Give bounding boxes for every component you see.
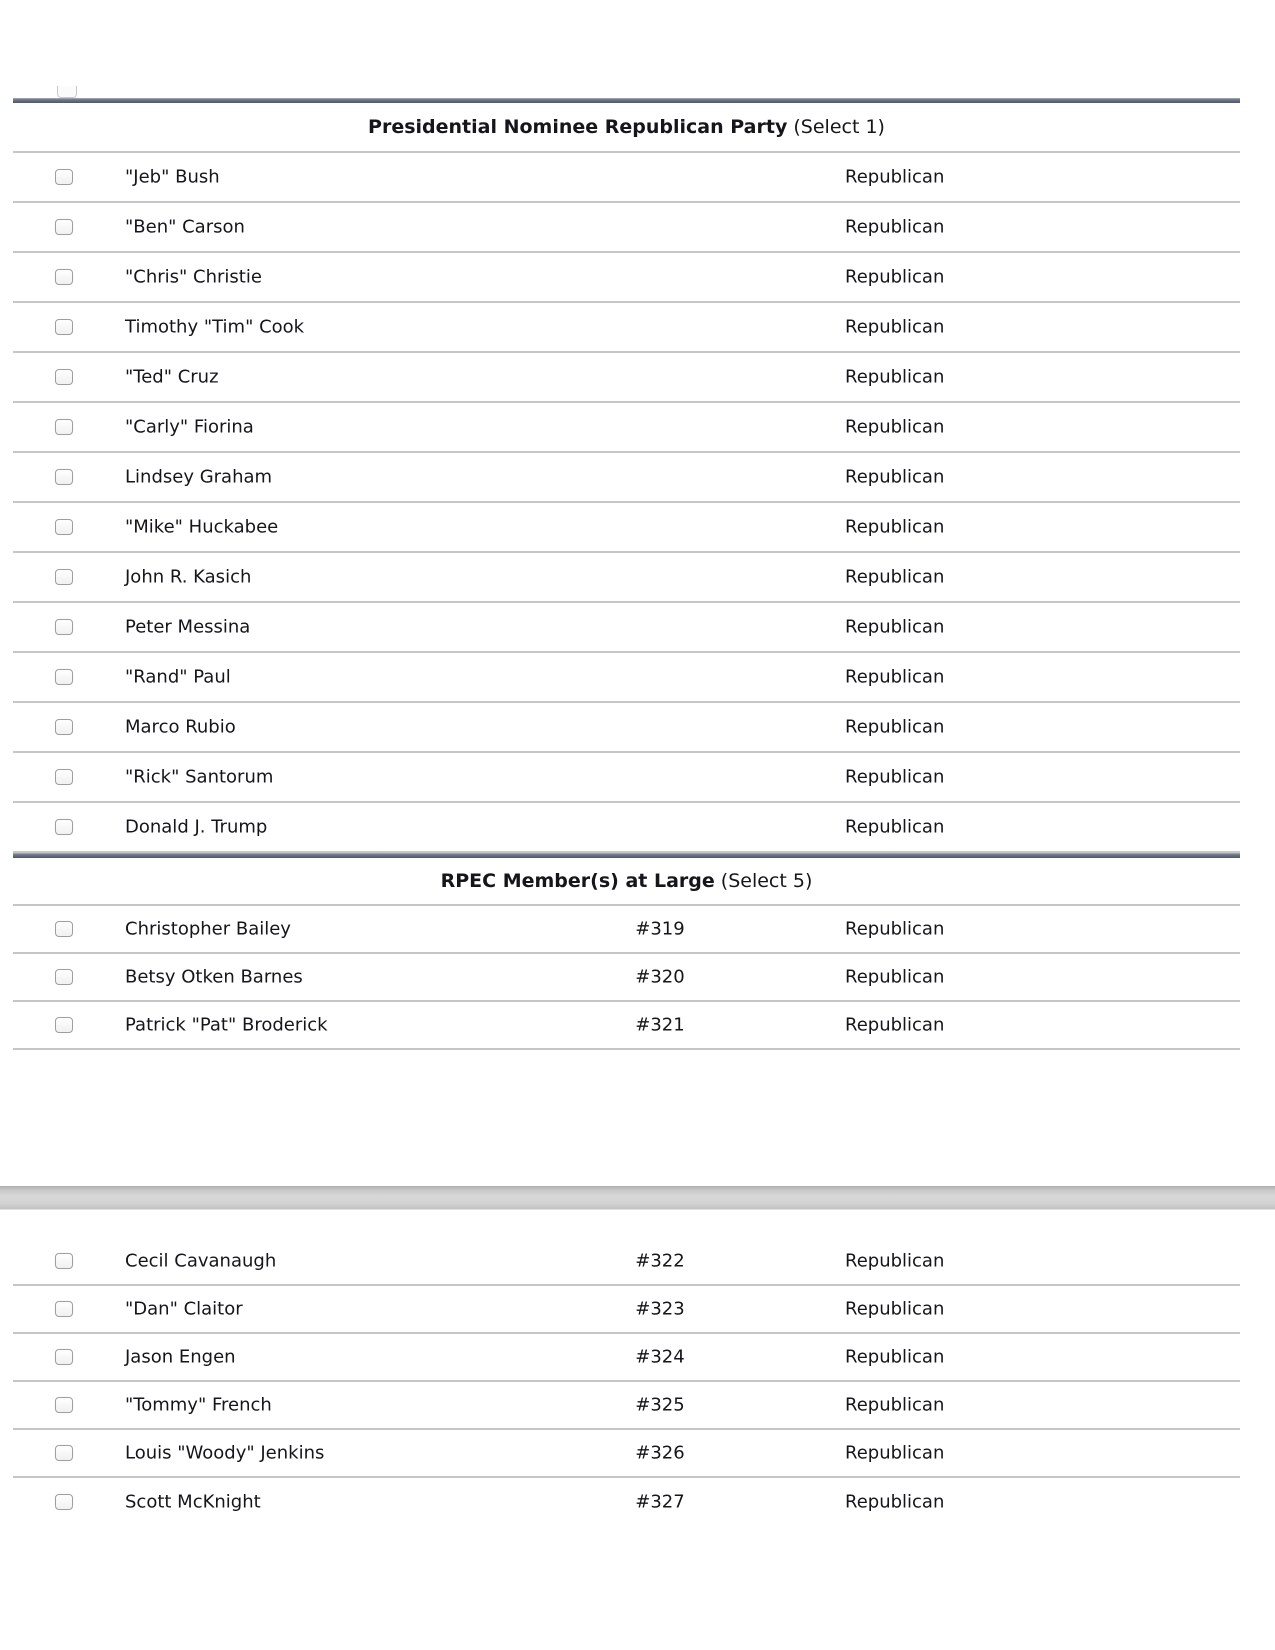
candidate-row — [13, 653, 1240, 703]
candidate-party: Republican — [845, 166, 945, 188]
candidate-row — [13, 1238, 1240, 1286]
candidate-name: Betsy Otken Barnes — [125, 966, 303, 988]
candidate-name: "Chris" Christie — [125, 266, 262, 288]
candidate-party: Republican — [845, 316, 945, 338]
candidate-name: Lindsey Graham — [125, 466, 273, 488]
candidate-checkbox[interactable] — [55, 921, 73, 937]
candidate-row — [13, 603, 1240, 653]
candidate-name: "Rand" Paul — [125, 666, 231, 688]
candidate-checkbox[interactable] — [55, 369, 73, 385]
candidate-name: "Rick" Santorum — [125, 766, 274, 788]
candidate-party: Republican — [845, 966, 945, 988]
candidate-name: Donald J. Trump — [125, 816, 268, 838]
frame-divider-bar — [0, 1186, 1275, 1210]
partial-checkbox[interactable] — [57, 86, 77, 98]
candidate-name: Peter Messina — [125, 616, 251, 638]
candidate-row — [13, 1430, 1240, 1478]
candidate-checkbox[interactable] — [55, 1253, 73, 1269]
candidate-number: #322 — [635, 1250, 685, 1272]
candidate-checkbox[interactable] — [55, 819, 73, 835]
candidate-checkbox[interactable] — [55, 219, 73, 235]
candidate-number: #326 — [635, 1442, 685, 1464]
candidate-party: Republican — [845, 1014, 945, 1036]
candidate-party: Republican — [845, 666, 945, 688]
candidate-number: #325 — [635, 1394, 685, 1416]
section-header-rpec — [13, 858, 1240, 906]
candidate-name: Jason Engen — [125, 1346, 236, 1368]
candidate-row — [13, 1002, 1240, 1050]
candidate-checkbox[interactable] — [55, 319, 73, 335]
candidate-party: Republican — [845, 918, 945, 940]
candidate-number: #321 — [635, 1014, 685, 1036]
candidate-row — [13, 906, 1240, 954]
candidate-checkbox[interactable] — [55, 469, 73, 485]
candidate-name: "Tommy" French — [125, 1394, 272, 1416]
section-header-presidential — [13, 103, 1240, 153]
candidate-checkbox[interactable] — [55, 769, 73, 785]
candidate-party: Republican — [845, 816, 945, 838]
candidate-row — [13, 503, 1240, 553]
candidate-name: "Mike" Huckabee — [125, 516, 279, 538]
candidate-name: Patrick "Pat" Broderick — [125, 1014, 328, 1036]
candidate-name: Scott McKnight — [125, 1491, 261, 1513]
candidate-name: "Dan" Claitor — [125, 1298, 243, 1320]
rpec-member-list — [13, 906, 1240, 1050]
candidate-row — [13, 1334, 1240, 1382]
candidate-party: Republican — [845, 416, 945, 438]
candidate-row — [13, 403, 1240, 453]
candidate-number: #323 — [635, 1298, 685, 1320]
candidate-party: Republican — [845, 716, 945, 738]
candidate-name: Louis "Woody" Jenkins — [125, 1442, 325, 1464]
candidate-checkbox[interactable] — [55, 1494, 73, 1510]
candidate-party: Republican — [845, 1298, 945, 1320]
candidate-party: Republican — [845, 366, 945, 388]
candidate-number: #327 — [635, 1491, 685, 1513]
candidate-party: Republican — [845, 1394, 945, 1416]
candidate-row — [13, 553, 1240, 603]
rpec-member-list-continued — [13, 1238, 1240, 1526]
candidate-checkbox[interactable] — [55, 719, 73, 735]
candidate-name: Marco Rubio — [125, 716, 236, 738]
candidate-name: "Jeb" Bush — [125, 166, 220, 188]
candidate-number: #319 — [635, 918, 685, 940]
candidate-party: Republican — [845, 766, 945, 788]
ballot-table-upper — [13, 98, 1240, 1050]
candidate-row — [13, 353, 1240, 403]
candidate-name: Timothy "Tim" Cook — [125, 316, 305, 338]
candidate-checkbox[interactable] — [55, 1017, 73, 1033]
candidate-party: Republican — [845, 616, 945, 638]
candidate-checkbox[interactable] — [55, 1445, 73, 1461]
candidate-party: Republican — [845, 1491, 945, 1513]
candidate-row — [13, 303, 1240, 353]
candidate-party: Republican — [845, 266, 945, 288]
section-title: RPEC Member(s) at Large — [440, 870, 715, 892]
candidate-row — [13, 753, 1240, 803]
section-select-note: (Select 5) — [720, 870, 813, 892]
candidate-row — [13, 1478, 1240, 1526]
candidate-party: Republican — [845, 216, 945, 238]
section-select-note: (Select 1) — [793, 116, 885, 138]
candidate-number: #324 — [635, 1346, 685, 1368]
candidate-row — [13, 803, 1240, 853]
candidate-checkbox[interactable] — [55, 419, 73, 435]
candidate-row — [13, 1286, 1240, 1334]
candidate-checkbox[interactable] — [55, 269, 73, 285]
candidate-name: John R. Kasich — [125, 566, 252, 588]
candidate-number: #320 — [635, 966, 685, 988]
candidate-row — [13, 153, 1240, 203]
candidate-name: "Ted" Cruz — [125, 366, 219, 388]
candidate-party: Republican — [845, 516, 945, 538]
candidate-party: Republican — [845, 1442, 945, 1464]
candidate-name: "Carly" Fiorina — [125, 416, 254, 438]
candidate-checkbox[interactable] — [55, 619, 73, 635]
candidate-row — [13, 703, 1240, 753]
candidate-row — [13, 1382, 1240, 1430]
candidate-name: Christopher Bailey — [125, 918, 291, 940]
candidate-checkbox[interactable] — [55, 969, 73, 985]
ballot-table-lower — [13, 1238, 1240, 1526]
candidate-name: "Ben" Carson — [125, 216, 245, 238]
section-title: Presidential Nominee Republican Party — [368, 116, 788, 138]
candidate-checkbox[interactable] — [55, 519, 73, 535]
candidate-row — [13, 203, 1240, 253]
candidate-party: Republican — [845, 1346, 945, 1368]
candidate-row — [13, 954, 1240, 1002]
presidential-candidate-list — [13, 153, 1240, 853]
candidate-checkbox[interactable] — [55, 169, 73, 185]
candidate-row — [13, 453, 1240, 503]
candidate-checkbox[interactable] — [55, 569, 73, 585]
candidate-checkbox[interactable] — [55, 1301, 73, 1317]
candidate-checkbox[interactable] — [55, 669, 73, 685]
candidate-party: Republican — [845, 466, 945, 488]
candidate-name: Cecil Cavanaugh — [125, 1250, 277, 1272]
candidate-party: Republican — [845, 566, 945, 588]
candidate-checkbox[interactable] — [55, 1349, 73, 1365]
candidate-row — [13, 253, 1240, 303]
candidate-checkbox[interactable] — [55, 1397, 73, 1413]
candidate-party: Republican — [845, 1250, 945, 1272]
